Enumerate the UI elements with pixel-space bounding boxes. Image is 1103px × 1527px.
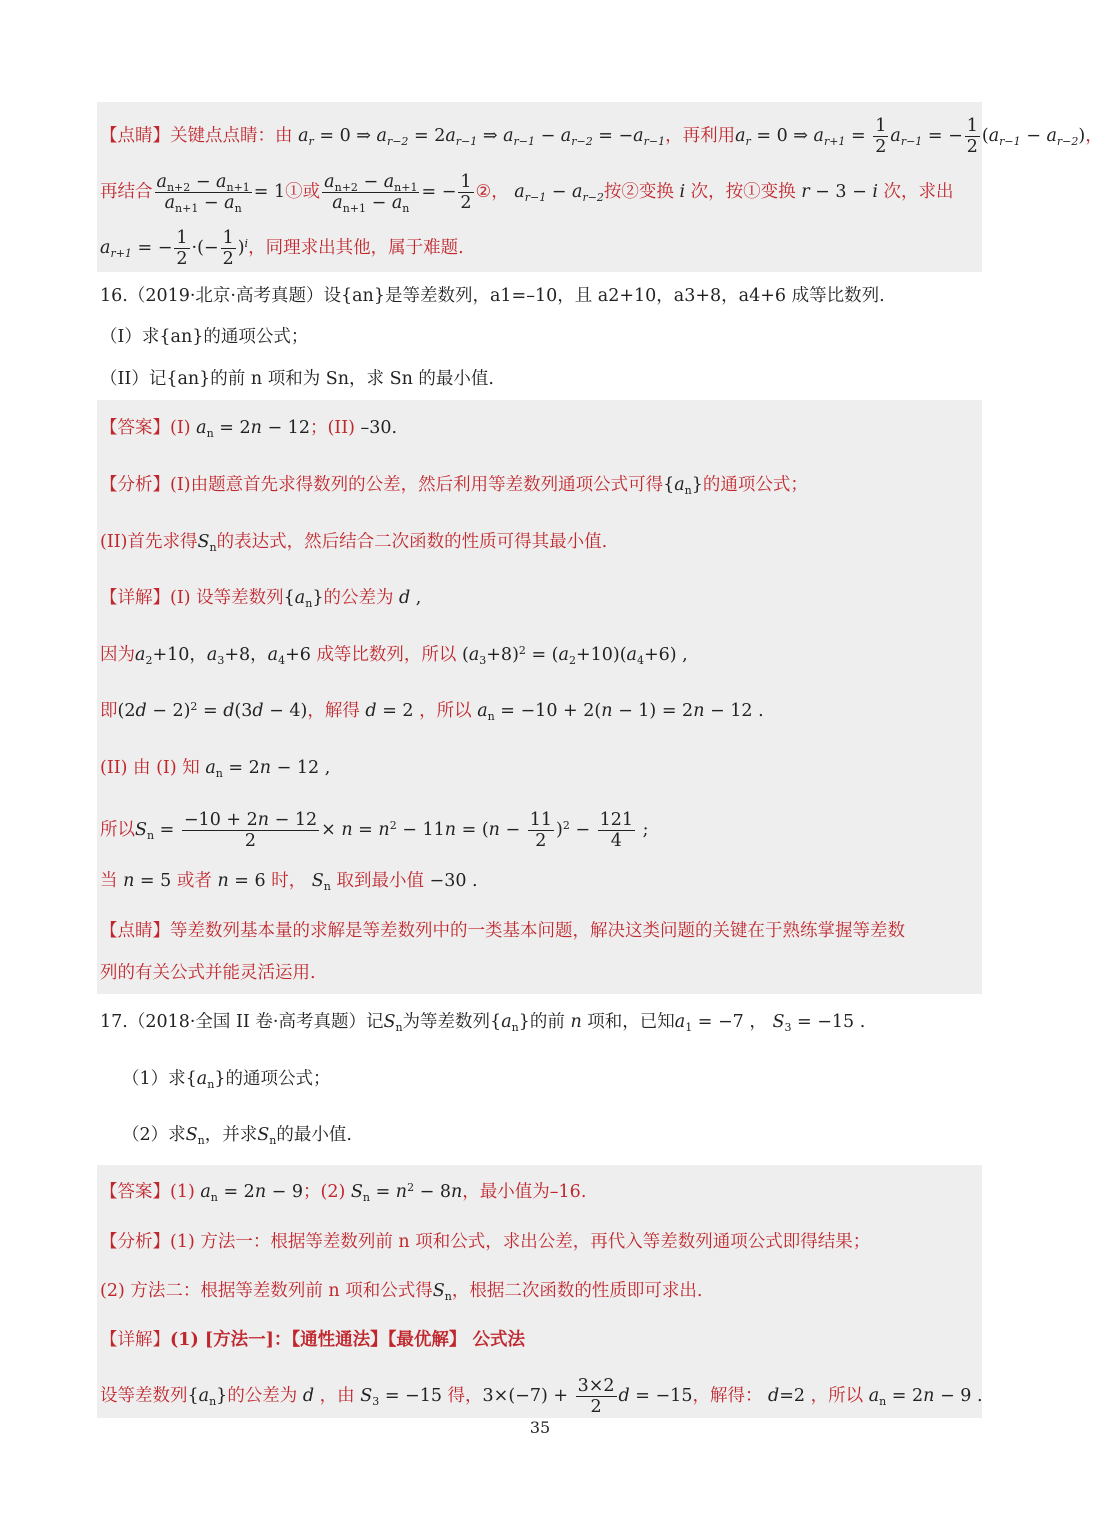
- ans16-note-2: 列的有关公式并能灵活运用.: [100, 963, 316, 983]
- ans16-detail-6: 当 n = 5 或者 n = 6 时， $S_n$ 取到最小值 −30 .: [100, 871, 478, 893]
- page-number: 35: [529, 1418, 551, 1437]
- ans17-analysis-1: 【分析】(1) 方法一：根据等差数列前 n 项和公式，求出公差，再代入等差数列通项公式即得结果；: [100, 1232, 871, 1252]
- q17-stem: 17.（2018·全国 II 卷·高考真题）记$S_n$为等差数列$\{a_n\}$的前 n 项和，已知$a_1 = -7$ ， $S_3 = -15$ .: [100, 1012, 866, 1034]
- ans16-detail-1: 【详解】(I) 设等差数列$\{a_n\}$的公差为 d ,: [100, 588, 422, 610]
- q17-part1: （1）求$\{a_n\}$的通项公式；: [122, 1069, 331, 1091]
- q16-part1: （I）求{an}的通项公式；: [100, 327, 309, 347]
- ans16-note-1: 【点睛】等差数列基本量的求解是等差数列中的一类基本问题，解决这类问题的关键在于熟练掌握等差数: [100, 921, 905, 941]
- ans16-detail-3: 即$(2d - 2)^2 = d(3d - 4)$，解得 d = 2 ，所以 $a_n = -10 + 2(n - 1) = 2n - 12$ .: [100, 700, 764, 723]
- note-line-1: 【点睛】关键点点睛：由 $a_r = 0$ ⇒ $a_{r-2} = 2a_{r-1}$ ⇒ $a_{r-1} - a_{r-2} = -a_{r-1}$，再利用$a_r = 0$ ⇒ $a_{r+1}$ = $\frac{1}{2}$ $a_{r-1}$ = − $\frac{1}{2}$ $(a_{r-1} - a_{r-2})$，: [100, 116, 1103, 157]
- ans16-analysis-2: (II)首先求得$S_n$的表达式，然后结合二次函数的性质可得其最小值.: [100, 532, 608, 554]
- q17-part2: （2）求$S_n$，并求$S_n$的最小值.: [122, 1125, 352, 1147]
- ans16-analysis-1: 【分析】(I)由题意首先求得数列的公差，然后利用等差数列通项公式可得$\{a_n\}$的通项公式；: [100, 475, 808, 497]
- ans16-answer: 【答案】(I) $a_n = 2n - 12$；(II) –30.: [100, 418, 398, 440]
- q16-part2: （II）记{an}的前 n 项和为 Sn，求 Sn 的最小值.: [100, 369, 494, 389]
- ans17-detail-1: 【详解】(1) [方法一]：【通性通法】【最优解】 公式法: [100, 1330, 525, 1350]
- ans17-analysis-2: (2) 方法二：根据等差数列前 n 项和公式得$S_n$，根据二次函数的性质即可求出.: [100, 1281, 703, 1303]
- ans16-detail-4: (II) 由 (I) 知 $a_n = 2n - 12$ ,: [100, 758, 331, 780]
- q16-stem: 16.（2019·北京·高考真题）设{an}是等差数列，a1=–10，且 a2+10，a3+8，a4+6 成等比数列.: [100, 286, 885, 306]
- ans16-detail-5: 所以$S_n$ = $\frac{-10 + 2n - 12}{2}$ × $n = n^2 - 11n = (n$ − $\frac{11}{2}$ )$^2$ − $\frac{121}{4}$ ;: [100, 810, 649, 851]
- ans17-answer: 【答案】(1) $a_n = 2n - 9$；(2) $S_n = n^2 - 8n$，最小值为–16.: [100, 1181, 587, 1204]
- ans16-detail-2: 因为$a_2+10$，$a_3+8$，$a_4+6$ 成等比数列，所以 $(a_3+8)^2 = (a_2+10)(a_4+6)$ ,: [100, 644, 688, 667]
- note-line-2: 再结合 $\frac{a_{n+2} - a_{n+1}}{a_{n+1} - a_n}$ = 1①或 $\frac{a_{n+2} - a_{n+1}}{a_{n+1} - a_n}$ = − $\frac{1}{2}$ ②， $a_{r-1} - a_{r-2}$按②变换 i 次，按①变换 r − 3 − i 次，求出: [100, 172, 954, 215]
- ans17-detail-2: 设等差数列$\{a_n\}$的公差为 d ，由 $S_3 = -15$ 得，3×(−7) + $\frac{3\times 2}{2}$ d = −15，解得： d=2 ，所以 $a_n = 2n - 9$ .: [100, 1376, 983, 1417]
- note-line-3: $a_{r+1}$ = − $\frac{1}{2}$ ·(− $\frac{1}{2}$ )$^i$，同理求出其他，属于难题.: [100, 228, 464, 269]
